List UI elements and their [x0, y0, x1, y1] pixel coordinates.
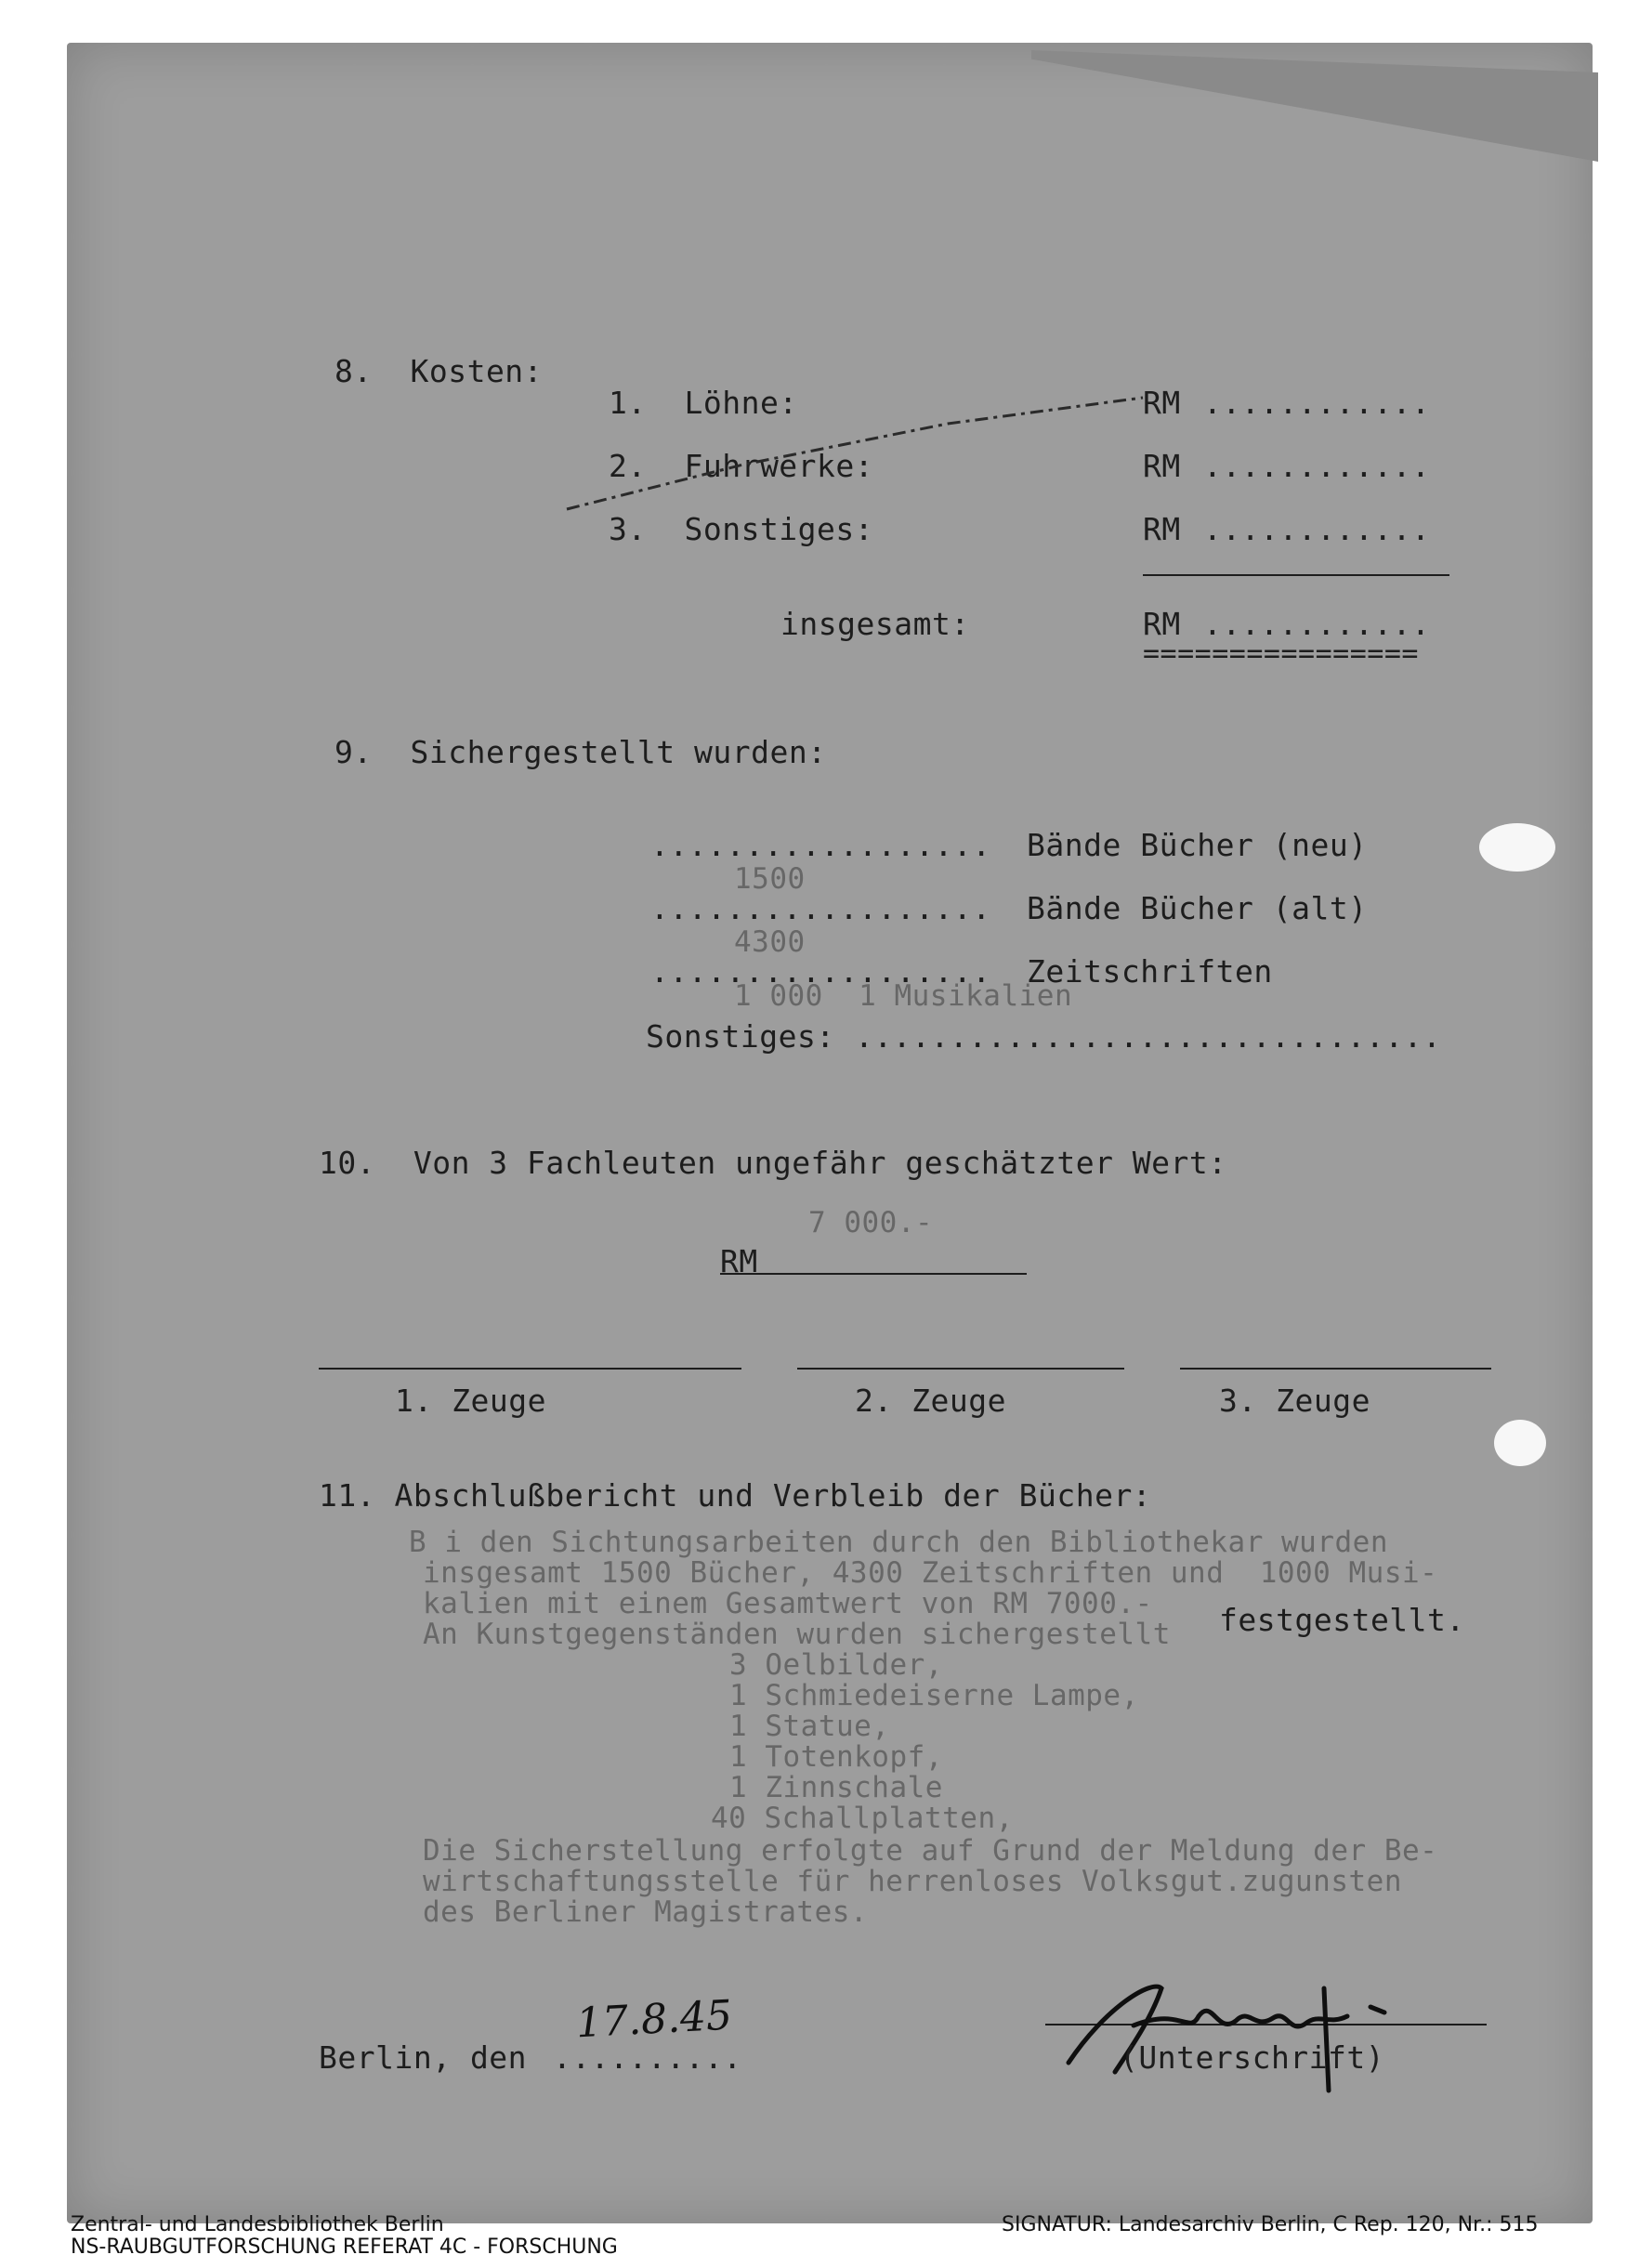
section9-heading: 9. Sichergestellt wurden:: [334, 734, 827, 770]
cost-label-fuhrwerke: 2. Fuhrwerke:: [609, 448, 874, 484]
art-item-1: 3 Oelbilder,: [729, 1648, 943, 1682]
cost-amount-sonstiges: ............: [1203, 511, 1431, 547]
art-item-5: 1 Zinnschale: [729, 1771, 943, 1804]
signature-caption: (Unterschrift): [1120, 2039, 1385, 2076]
witness-label-3: 3. Zeuge: [1219, 1383, 1370, 1419]
report-line-1: B i den Sichtungsarbeiten durch den Bibliothekar wurden: [409, 1526, 1388, 1559]
cost-label-loehne: 1. Löhne:: [609, 385, 798, 421]
inventory-label-alt: Bände Bücher (alt): [1027, 890, 1368, 926]
art-item-3: 1 Statue,: [729, 1710, 890, 1743]
witness-line-1: [319, 1368, 741, 1370]
total-currency: RM: [1143, 606, 1181, 642]
report-festgestellt: festgestellt.: [1219, 1602, 1465, 1638]
section8-heading: 8. Kosten:: [334, 353, 544, 389]
witness-line-2: [797, 1368, 1124, 1370]
inventory-label-neu: Bände Bücher (neu): [1027, 827, 1368, 863]
cost-currency-fuhrwerke: RM: [1143, 448, 1181, 484]
subtotal-rule: [1143, 574, 1449, 576]
place-label: Berlin, den: [319, 2039, 528, 2076]
total-label: insgesamt:: [780, 606, 970, 642]
inventory-musikalien: 1 000 1 Musikalien: [734, 979, 1073, 1013]
inventory-value-zeitschriften: 4300: [734, 925, 806, 959]
inventory-sonstiges-label: Sonstiges:: [646, 1018, 835, 1055]
estimated-value-line: [720, 1273, 1027, 1275]
cost-currency-sonstiges: RM: [1143, 511, 1181, 547]
report-line-2: insgesamt 1500 Bücher, 4300 Zeitschriften und 1000 Musi-: [423, 1556, 1438, 1590]
art-item-4: 1 Totenkopf,: [729, 1740, 943, 1774]
inventory-dots-zeitschriften: ..................: [650, 953, 991, 990]
punch-hole-bottom: [1494, 1420, 1546, 1466]
inventory-dots-alt: ..................: [650, 890, 991, 926]
cost-currency-loehne: RM: [1143, 385, 1181, 421]
handwritten-signature: [1050, 1951, 1422, 2100]
witness-label-1: 1. Zeuge: [395, 1383, 546, 1419]
report-line-4: An Kunstgegenständen wurden sichergestellt: [423, 1618, 1171, 1651]
witness-label-2: 2. Zeuge: [855, 1383, 1006, 1419]
witness-line-3: [1180, 1368, 1491, 1370]
inventory-label-zeitschriften: Zeitschriften: [1027, 953, 1273, 990]
estimated-value-currency: RM: [720, 1243, 758, 1279]
cost-label-sonstiges: 3. Sonstiges:: [609, 511, 874, 547]
diagonal-stroke: [557, 390, 1152, 520]
report-line-3: kalien mit einem Gesamtwert von RM 7000.-: [423, 1587, 1153, 1620]
inventory-dots-neu: ..................: [650, 827, 991, 863]
closing-line-3: des Berliner Magistrates.: [423, 1895, 869, 1929]
footer-signature: SIGNATUR: Landesarchiv Berlin, C Rep. 120, Nr.: 515: [1002, 2213, 1539, 2236]
art-item-6: 40 Schallplatten,: [711, 1802, 1014, 1835]
inventory-value-alt: 1500: [734, 862, 806, 896]
cost-amount-loehne: ............: [1203, 385, 1431, 421]
total-double-rule: ================: [1143, 637, 1419, 670]
footer-library: Zentral- und Landesbibliothek Berlin: [71, 2213, 444, 2236]
closing-line-1: Die Sicherstellung erfolgte auf Grund der Meldung der Be-: [423, 1834, 1438, 1868]
footer-department: NS-RAUBGUTFORSCHUNG REFERAT 4C - FORSCHUNG: [71, 2235, 618, 2259]
closing-line-2: wirtschaftungsstelle für herrenloses Volksgut.zugunsten: [423, 1865, 1402, 1898]
date-dots: ..........: [553, 2039, 742, 2076]
section10-heading: 10. Von 3 Fachleuten ungefähr geschätzter Wert:: [319, 1145, 1227, 1181]
estimated-value: 7 000.-: [808, 1206, 934, 1239]
section11-heading: 11. Abschlußbericht und Verbleib der Bücher:: [319, 1477, 1152, 1514]
punch-hole-top: [1479, 823, 1555, 872]
cost-amount-fuhrwerke: ............: [1203, 448, 1431, 484]
art-item-2: 1 Schmiedeiserne Lampe,: [729, 1679, 1139, 1712]
inventory-sonstiges-dots: ...............................: [855, 1018, 1442, 1055]
handwritten-date: 17.8.45: [574, 1991, 734, 2048]
total-amount: ............: [1203, 606, 1431, 642]
